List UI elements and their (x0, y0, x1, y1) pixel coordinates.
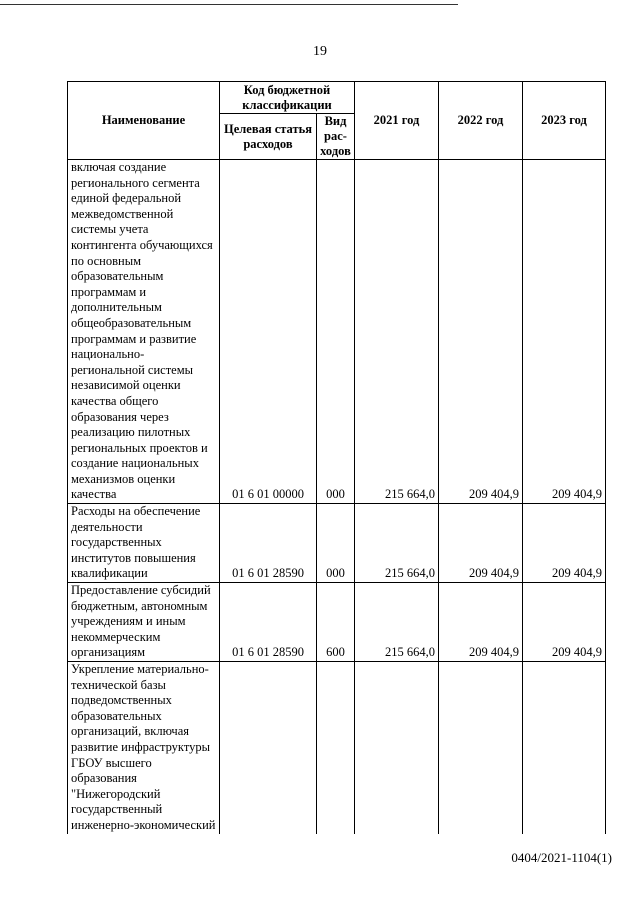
header-year-2022: 2022 год (439, 82, 523, 160)
row-target-article: 01 6 01 00000 (220, 160, 317, 504)
page-number: 19 (313, 44, 327, 59)
row-amount-2021 (355, 662, 439, 834)
top-border-line (0, 4, 458, 5)
row-expense-type: 000 (317, 504, 355, 583)
table-row (68, 504, 606, 583)
row-expense-type (317, 662, 355, 834)
header-budget-code-group: Код бюджетной классификации (220, 82, 355, 114)
header-year-2023: 2023 год (523, 82, 606, 160)
table-row (68, 160, 606, 504)
row-name: Предоставление субсидий бюджетным, автономным учреждениям и иным некоммерческим организациям (68, 583, 220, 662)
row-amount-2021: 215 664,0 (355, 160, 439, 504)
row-name: Расходы на обеспечение деятельности государственных институтов повышения квалификации (68, 504, 220, 583)
header-expense-type: Вид рас-ходов (317, 114, 355, 160)
header-year-2021: 2021 год (355, 82, 439, 160)
row-name: включая создание регионального сегмента единой федеральной межведомственной системы учета контингента обучающихся по основным образовательным программам и дополнительным общеобразовательным программам и развитие национально-региональной системы независимой оценки качества общего образования через реализацию пилотных региональных проектов и создание национальных механизмов оценки качества (68, 160, 220, 504)
row-amount-2023: 209 404,9 (523, 583, 606, 662)
row-amount-2022: 209 404,9 (439, 583, 523, 662)
header-name: Наименование (68, 82, 220, 160)
row-amount-2023: 209 404,9 (523, 160, 606, 504)
row-name: Укрепление материально-технической базы подведомственных образовательных организаций, включая развитие инфраструктуры ГБОУ высшего образования "Нижегородский государственный инженерно-экономический (68, 662, 220, 834)
row-amount-2023: 209 404,9 (523, 504, 606, 583)
row-amount-2022: 209 404,9 (439, 504, 523, 583)
document-code: 0404/2021-1104(1) (511, 850, 612, 865)
row-target-article: 01 6 01 28590 (220, 583, 317, 662)
row-target-article (220, 662, 317, 834)
row-expense-type: 600 (317, 583, 355, 662)
row-amount-2023 (523, 662, 606, 834)
budget-table (67, 81, 606, 834)
row-amount-2021: 215 664,0 (355, 504, 439, 583)
table-row (68, 662, 606, 834)
table-row (68, 583, 606, 662)
row-expense-type: 000 (317, 160, 355, 504)
row-amount-2021: 215 664,0 (355, 583, 439, 662)
row-amount-2022 (439, 662, 523, 834)
row-target-article: 01 6 01 28590 (220, 504, 317, 583)
row-amount-2022: 209 404,9 (439, 160, 523, 504)
header-target-article: Целевая статья расходов (220, 114, 317, 160)
